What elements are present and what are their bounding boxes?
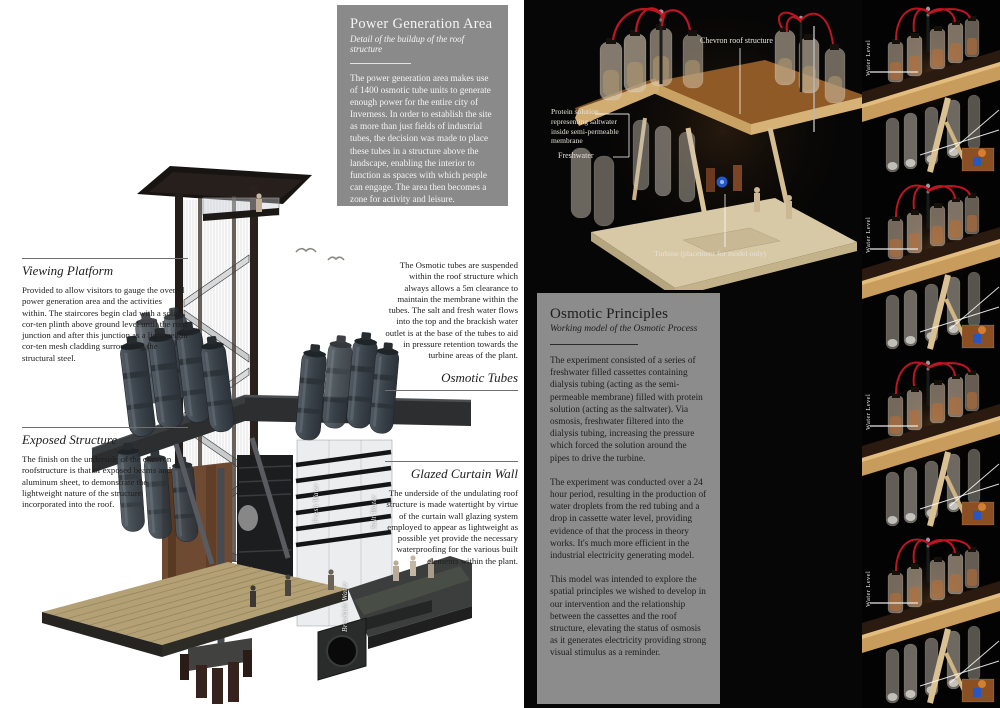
turbine-label: Turbine (placement for model only)	[654, 249, 766, 258]
salt-water-label: Salt Water	[369, 494, 378, 529]
cassette-photo	[862, 0, 1000, 177]
annotation-osmotic-tubes	[385, 260, 518, 395]
annotation-heading: Osmotic Tubes	[441, 369, 518, 385]
divider	[22, 258, 188, 259]
freshwater-label: Freshwater	[558, 151, 594, 160]
info-box-body: The power generation area makes use of 1400 osmotic tube units to generate enough power for the entire city of Inverness. In order to establish the site as more than just fields of industrial tubes, the decision was made to place these tubes in a structure above the landscape, enabling the interior to function as spaces with which people can engage. The area then becomes a zone for activity and leisure.	[350, 73, 492, 204]
annotation-viewing-platform	[22, 258, 188, 364]
principles-subtitle: Working model of the Osmotic Process	[550, 324, 698, 334]
annotation-exposed-structure	[22, 427, 188, 510]
water-level-label: Water Level	[865, 570, 872, 607]
model-photo-sequence-item	[862, 177, 1000, 354]
annotation-body: The Osmotic tubes are suspended within the roof structure which always allows a 5m clearance to maintain the membrane within the tubes. The salt and fresh water flows into the top and the brackish water outlet is at the base of the tubes to aid in pressure retention towards the turbine areas of the plant.	[385, 260, 518, 361]
model-photo-sequence-item	[862, 0, 1000, 177]
annotation-body: The underside of the undulating roof structure is made watertight by virtue of the curtain wall glazing system employed to appear as lightweight as possible yet provide the necessary waterproofing for the various built elements within the plant.	[386, 488, 518, 566]
osmotic-principles-box	[537, 293, 720, 704]
model-photo-sequence-item	[862, 354, 1000, 531]
principles-paragraph: This model was intended to explore the spatial principles we wished to develop in our intervention and the relationship between the cassettes and the roof structure, elevating the status of osmosis as it generates electricity providing strong visual stimulus as a reminder.	[550, 575, 707, 659]
power-generation-info-box	[337, 5, 508, 206]
water-level-label: Water Level	[865, 216, 872, 253]
principles-paragraph: The experiment was conducted over a 24 hour period, resulting in the production of water droplets from the red tubing and a drop in cassette water level, providing evidence of that the process in theory works. It's much more efficient in the industrial electricity generating model.	[550, 477, 707, 562]
cassette-photo	[862, 177, 1000, 354]
divider	[550, 344, 638, 345]
cassette-photo	[862, 531, 1000, 708]
principles-title: Osmotic Principles	[550, 306, 669, 322]
annotation-body: The finish on the underside of the chevron roofstructure is that of exposed beams and aluminum sheet, to demonstrate the lightweight nature of the structure incorporated into the roof.	[22, 454, 172, 510]
model-photo-sequence-item	[862, 531, 1000, 708]
divider	[385, 461, 518, 462]
divider	[385, 390, 518, 391]
principles-paragraph: The experiment consisted of a series of freshwater filled cassettes containing dialysis tubing (acting as the semi-permeable membrane) filled with protein solution (acting as the saltwater). Via osmosis, freshwater filtered into the dialysis tubing, increasing the pressure which forced the solution around the pipes to drive the turbine.	[550, 356, 703, 464]
annotation-heading: Viewing Platform	[22, 263, 114, 278]
chevron-roof-label: Chevron roof structure	[700, 36, 773, 45]
right-panel	[524, 0, 1000, 708]
brackish-water-label: Brackish Water	[340, 581, 349, 632]
water-level-label: Water Level	[865, 39, 872, 76]
annotation-body: Provided to allow visitors to gauge the overall power generation area and the activities within. The staircores begin clad with a solid cor-ten plinth above ground level until the roof junction and after this junction as a lightweight cor-ten mesh cladding surrounding the structural steel.	[22, 285, 188, 363]
water-level-label: Water Level	[865, 393, 872, 430]
info-box-title: Power Generation Area	[350, 16, 493, 32]
annotation-heading: Glazed Curtain Wall	[410, 466, 518, 481]
experiment-photo-strip	[862, 0, 1000, 708]
protein-solution-label: Protein solution representing saltwater inside semi-permeable membrane	[551, 107, 619, 146]
annotation-heading: Exposed Structure	[22, 432, 118, 447]
cassette-photo	[862, 354, 1000, 531]
annotation-glazed-curtain-wall	[385, 461, 518, 567]
info-box-subtitle: Detail of the buildup of the roof structure	[350, 34, 465, 54]
divider	[350, 63, 411, 64]
fresh-water-label: Fresh Water	[311, 482, 320, 523]
divider	[22, 427, 188, 428]
